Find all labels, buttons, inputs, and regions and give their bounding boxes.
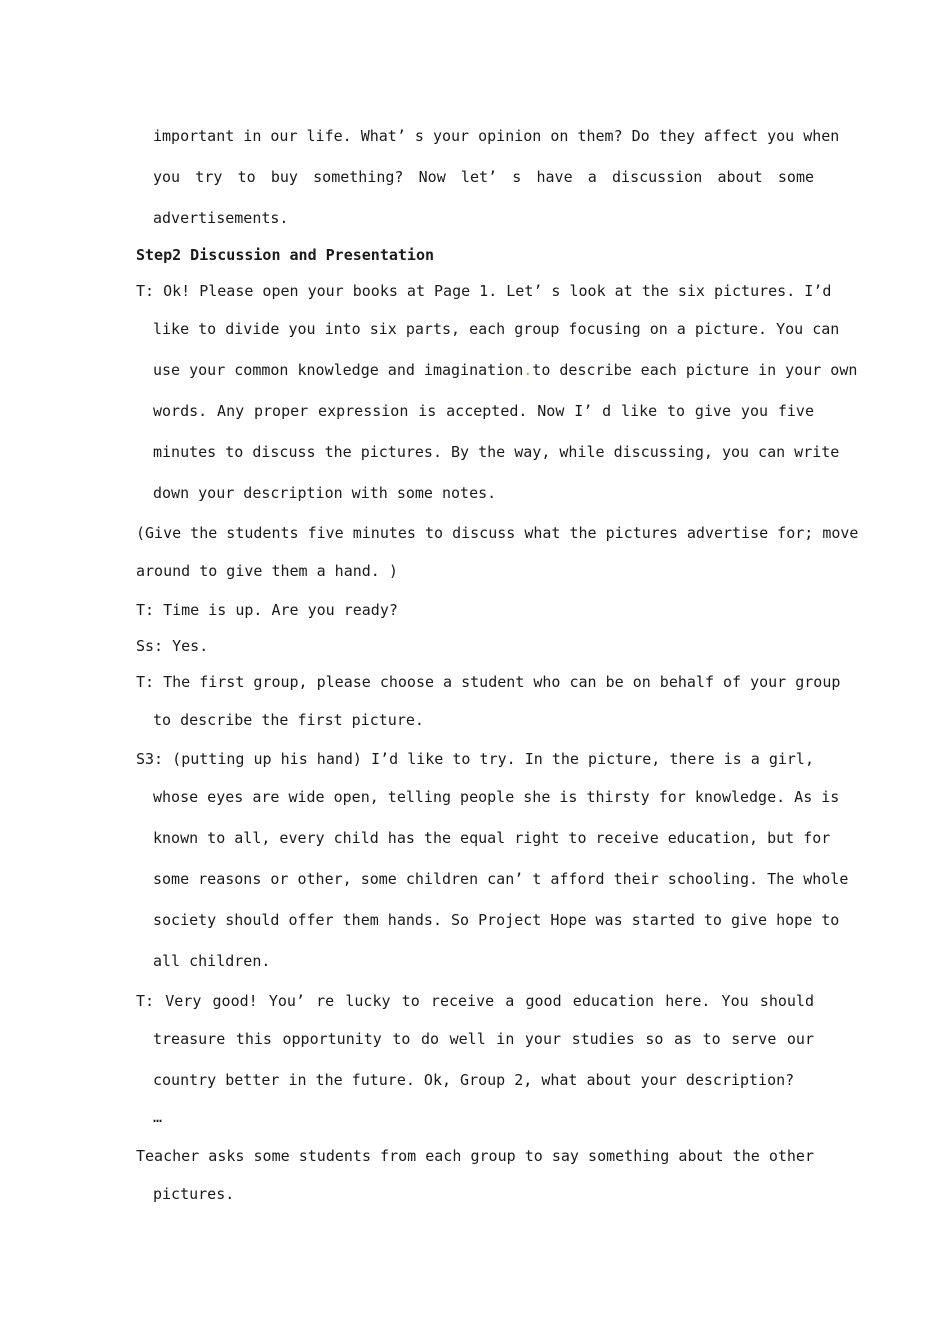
teacher-request-paragraph xyxy=(136,664,841,741)
text-line: words. Any proper expression is accepted. Now I’ d like to give you five xyxy=(153,402,814,420)
text-line: country better in the future. Ok, Group 2, what about your description? xyxy=(153,1071,795,1089)
text-line: treasure this opportunity to do well in your studies so as to serve our xyxy=(153,1030,814,1048)
text-line: down your description with some notes. xyxy=(153,484,497,502)
text-line: society should offer them hands. So Project Hope was started to give hope to xyxy=(153,911,840,929)
text-line: S3: (putting up his hand) I’d like to try. In the picture, there is a girl, xyxy=(136,750,814,768)
text-line: like to divide you into six parts, each group focusing on a picture. You can xyxy=(153,320,840,338)
text-line: some reasons or other, some children can’ t afford their schooling. The whole xyxy=(153,870,849,888)
text-line: whose eyes are wide open, telling people she is thirsty for knowledge. As is xyxy=(153,788,840,806)
text-line: Ss: Yes. xyxy=(136,637,209,655)
text-line: around to give them a hand. ) xyxy=(136,562,398,580)
section-heading: Step2 Discussion and Presentation xyxy=(136,246,435,264)
teacher-feedback-paragraph xyxy=(136,983,814,1133)
text-line: important in our life. What’ s your opinion on them? Do they affect you when xyxy=(153,127,840,145)
marker-dot-icon: . xyxy=(523,361,533,379)
text-line: (Give the students five minutes to discuss what the pictures advertise for; move xyxy=(136,524,859,542)
text-line-with-marker xyxy=(136,350,858,391)
students-line xyxy=(136,628,814,664)
text-line: T: Time is up. Are you ready? xyxy=(136,601,398,619)
text-line: T: Ok! Please open your books at Page 1. Let’ s look at the six pictures. I’d xyxy=(136,282,832,300)
student-answer-paragraph xyxy=(136,741,849,982)
closing-paragraph xyxy=(136,1138,814,1215)
text-line: T: Very good! You’ re lucky to receive a good education here. You should xyxy=(136,992,814,1010)
text-line: pictures. xyxy=(153,1185,235,1203)
text-line: Teacher asks some students from each group to say something about the other xyxy=(136,1147,814,1165)
ellipsis-line: … xyxy=(153,1108,163,1126)
teacher-instruction-paragraph xyxy=(136,273,858,514)
text-line: all children. xyxy=(153,952,271,970)
text-line: minutes to discuss the pictures. By the way, while discussing, you can write xyxy=(153,443,840,461)
text-line: T: The first group, please choose a student who can be on behalf of your group xyxy=(136,673,841,691)
teacher-line xyxy=(136,592,814,628)
text-segment: to describe each picture in your own xyxy=(532,361,858,379)
intro-paragraph xyxy=(136,116,840,239)
stage-direction-paragraph xyxy=(136,515,859,592)
section-heading-block xyxy=(136,237,814,273)
text-line: known to all, every child has the equal right to receive education, but for xyxy=(153,829,831,847)
text-segment: use your common knowledge and imagination xyxy=(153,361,524,379)
text-line: you try to buy something? Now let’ s have a discussion about some xyxy=(153,168,814,186)
text-line: advertisements. xyxy=(153,209,289,227)
text-line: to describe the first picture. xyxy=(153,711,424,729)
